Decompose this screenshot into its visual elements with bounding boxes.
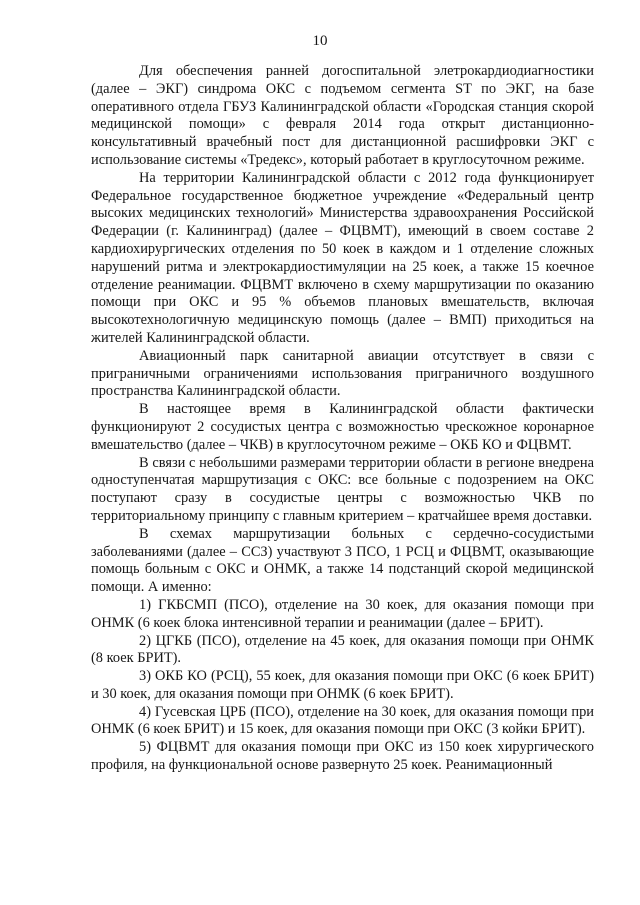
paragraph-vascular-centers: В настоящее время в Калининградской области фактически функционируют 2 сосудистых центра с возможностью чрескожное коронарное вмешательство (далее – ЧКВ) в круглосуточном режиме – ОКБ КО и ФЦВМТ. [91,401,594,453]
list-item-3: 3) ОКБ КО (РСЦ), 55 коек, для оказания помощи при ОКС (6 коек БРИТ) и 30 коек, для оказания помощи при ОНМК (6 коек БРИТ). [91,668,594,702]
paragraph-ecg-telemedicine: Для обеспечения ранней догоспитальной элетрокардиодиагностики (далее – ЭКГ) синдрома ОКС с подъемом сегмента ST по ЭКГ, на базе оперативного отдела ГБУЗ Калининградской области «Городская станция скорой медицинской помощи» с февраля 2014 года открыт дистанционно-консультативный врачебный пост для дистанционной расшифровки ЭКГ с использование системы «Тредекс», который работает в круглосуточном режиме. [91,63,594,168]
paragraph-fcvmt: На территории Калининградской области с 2012 года функционирует Федеральное государственное бюджетное учреждение «Федеральный центр высоких медицинских технологий» Министерства здравоохранения Российской Федерации (г. Калининград) (далее – ФЦВМТ), имеющий в своем составе 2 кардиохирургических отделения по 50 коек в каждом и 1 отделение сложных нарушений ритма и электрокардиостимуляции на 25 коек, а также 15 коечное отделение реанимации. ФЦВМТ включено в схему маршрутизации по оказанию помощи при ОКС и 95 % объемов плановых вмешательств, включая высокотехнологичную медицинскую помощь (далее – ВМП) приходиться на жителей Калининградской области. [91,169,594,346]
paragraph-routing-schemes: В схемах маршрутизации больных с сердечно-сосудистыми заболеваниями (далее – ССЗ) участвуют 3 ПСО, 1 РСЦ и ФЦВМТ, оказывающие помощь больным с ОКС и ОНМК, а также 14 подстанций скорой медицинской помощи. А именно: [91,525,594,596]
list-item-4: 4) Гусевская ЦРБ (ПСО), отделение на 30 коек, для оказания помощи при ОНМК (6 коек БРИТ) и 15 коек, для оказания помощи при ОКС (3 койки БРИТ). [91,703,594,738]
body-text [91,63,594,775]
paragraph-air-ambulance: Авиационный парк санитарной авиации отсутствует в связи с приграничными ограничениями использования приграничного воздушного пространства Калининградской области. [91,347,594,400]
list-item-1: 1) ГКБСМП (ПСО), отделение на 30 коек, для оказания помощи при ОНМК (6 коек блока интенсивной терапии и реанимации (далее – БРИТ). [91,596,594,631]
paragraph-routing: В связи с небольшими размерами территории области в регионе внедрена одноступенчатая маршрутизация с ОКС: все больные с подозрением на ОКС поступают сразу в сосудистые центры с возможностью ЧКВ по территориальному принципу с главным критерием – кратчайшее время доставки. [91,454,594,524]
list-item-5: 5) ФЦВМТ для оказания помощи при ОКС из 150 коек хирургического профиля, на функциональной основе развернуто 25 коек. Реанимационный [91,739,594,774]
list-item-2: 2) ЦГКБ (ПСО), отделение на 45 коек, для оказания помощи при ОНМК (8 коек БРИТ). [91,632,594,667]
page-number: 10 [312,33,328,49]
